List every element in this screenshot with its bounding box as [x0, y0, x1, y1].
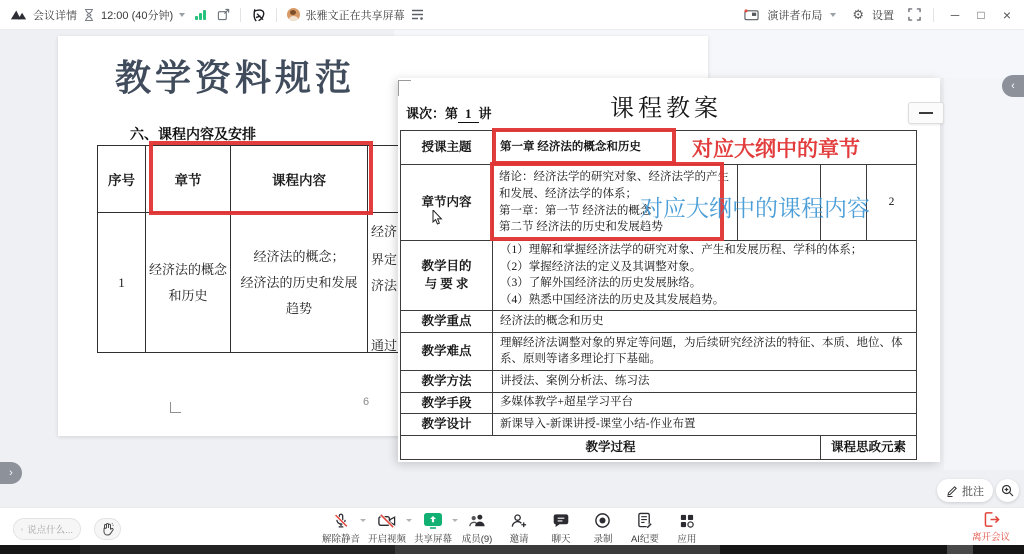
- divider: [933, 8, 934, 22]
- taskbar-segment: [80, 545, 395, 554]
- layout-icon: [744, 9, 759, 21]
- open-in-new-icon[interactable]: [217, 8, 230, 21]
- lesson-number-line: [406, 103, 492, 123]
- content-line: 趋势: [285, 300, 312, 316]
- annotate-label: 批注: [962, 485, 984, 498]
- annotate-button[interactable]: [937, 479, 993, 502]
- collapse-doc-button[interactable]: [908, 102, 944, 124]
- top-bar: [0, 0, 1024, 30]
- goal-item: （2）掌握经济法的定义及其调整对象。: [500, 260, 702, 273]
- goal-item: （1）理解和掌握经济法学的研究对象、产生和发展历程、学科的体系；: [500, 244, 863, 256]
- close-button[interactable]: ×: [1002, 6, 1012, 23]
- stage-background-right: [944, 78, 1024, 470]
- signal-strength-icon: [195, 9, 206, 20]
- topic-value: 第一章 经济法的概念和历史: [500, 141, 641, 154]
- camera-off-icon: [377, 512, 397, 530]
- start-video-button[interactable]: [368, 511, 406, 545]
- cell-row-no: 1: [98, 213, 146, 353]
- record-icon: [594, 512, 611, 529]
- row-value-goals: [493, 241, 917, 311]
- clipped-text: 经济: [371, 224, 398, 239]
- clipped-text: 界定: [371, 252, 398, 267]
- lesson-number: 1: [458, 106, 479, 123]
- chat-bubble-icon: [552, 512, 570, 529]
- chapter-content-line: 绪论：经济法学的研究对象、经济法学的产生和发展、经济法学的体系；: [499, 171, 729, 200]
- divider: [276, 8, 277, 22]
- red-annotation-text: 对应大纲中的章节: [692, 138, 860, 161]
- invite-icon: [510, 512, 528, 529]
- content-line: 经济法的概念；: [253, 248, 345, 264]
- invite-label: 邀请: [509, 534, 529, 545]
- hours-cell: 2: [867, 165, 917, 241]
- chat-input[interactable]: [13, 518, 81, 540]
- taskbar-segment: [395, 545, 720, 554]
- row-label-chapter-content: 章节内容: [401, 165, 493, 241]
- minimize-button[interactable]: ─: [950, 7, 960, 22]
- cell-chapter: 经济法的概念和历史: [146, 213, 231, 353]
- apps-button[interactable]: [670, 511, 704, 545]
- row-label-difficulties: 教学难点: [401, 332, 493, 370]
- col-header-no: 序号: [98, 146, 146, 213]
- share-view-options-icon[interactable]: [411, 9, 424, 20]
- members-icon: [468, 512, 487, 529]
- sharing-status-text: 张雅文正在共享屏幕: [305, 9, 405, 22]
- row-label-means: 教学手段: [401, 392, 493, 413]
- zoom-button[interactable]: [996, 479, 1019, 502]
- row-label-methods: 教学方法: [401, 370, 493, 392]
- row-value-methods: 讲授法、案例分析法、练习法: [493, 370, 917, 392]
- layout-button[interactable]: 演讲者布局: [767, 9, 823, 22]
- meeting-details-button[interactable]: 会议详情: [33, 9, 77, 22]
- raise-hand-button[interactable]: [94, 518, 121, 540]
- emoji-icon: [21, 524, 23, 535]
- course-content-table: [97, 145, 413, 353]
- frame-corner-mark: [170, 402, 181, 413]
- magnifier-plus-icon: [1001, 484, 1014, 497]
- mic-options-icon[interactable]: [360, 519, 366, 522]
- goals-label-line: 教学目的: [421, 259, 472, 274]
- fullscreen-icon[interactable]: [908, 8, 921, 21]
- clipped-text: 通过: [371, 338, 398, 353]
- slide-title: 教学资料规范: [115, 57, 356, 98]
- row-label-key-points: 教学重点: [401, 310, 493, 332]
- row-value-design: 新课导入-新课讲授-课堂小结-作业布置: [493, 413, 917, 435]
- record-button[interactable]: [586, 511, 620, 545]
- row-label-design: 教学设计: [401, 413, 493, 435]
- apps-label: 应用: [677, 534, 697, 545]
- chat-label: 聊天: [551, 534, 571, 545]
- unmute-button[interactable]: [322, 511, 360, 545]
- expand-right-panel-tab[interactable]: ‹: [1002, 75, 1024, 97]
- content-line: 经济法的历史和发展: [240, 274, 358, 290]
- cell-content: [231, 213, 368, 353]
- taskbar-segment: [947, 545, 973, 554]
- ai-minutes-button[interactable]: [628, 511, 662, 545]
- members-label: 成员(9): [461, 534, 493, 545]
- start-video-label: 开启视频: [368, 534, 407, 545]
- meeting-timer[interactable]: 12:00 (40分钟): [101, 9, 174, 22]
- slide-page-number: 6: [363, 396, 370, 408]
- lesson-prefix: 课次：第: [406, 106, 459, 121]
- meeting-app-logo-icon: [10, 7, 27, 22]
- pen-icon: [946, 485, 958, 497]
- leave-meeting-icon: [983, 511, 1000, 528]
- leave-meeting-label: 离开会议: [972, 532, 1011, 543]
- apps-grid-icon: [679, 513, 695, 529]
- top-bar-right: [744, 6, 1024, 24]
- row-label-goals: [401, 241, 493, 311]
- goals-label-line: 与 要 求: [424, 277, 469, 292]
- microphone-muted-icon: [332, 512, 350, 530]
- divider: [240, 8, 241, 22]
- blue-annotation-text: 对应大纲中的课程内容: [640, 195, 870, 221]
- doc-title: 课程教案: [610, 96, 722, 122]
- row-header-process: 教学过程: [401, 435, 821, 459]
- video-options-icon[interactable]: [406, 519, 412, 522]
- maximize-button[interactable]: □: [977, 7, 985, 22]
- share-options-icon[interactable]: [452, 519, 458, 522]
- chapter-content-line: 第一章：第一节 经济法的概念: [499, 204, 652, 217]
- members-button[interactable]: [460, 511, 494, 545]
- ai-minutes-icon: [637, 512, 653, 529]
- lesson-suffix: 讲: [478, 106, 492, 121]
- row-value-means: 多媒体教学+超星学习平台: [493, 392, 917, 413]
- layout-dropdown-icon[interactable]: [830, 13, 836, 17]
- os-taskbar: [0, 545, 1024, 554]
- chat-placeholder: 说点什么...: [27, 525, 73, 536]
- timer-dropdown-icon[interactable]: [179, 13, 185, 17]
- raised-hand-icon: [101, 522, 114, 536]
- frame-corner-mark: [398, 80, 411, 96]
- hourglass-icon: [83, 8, 95, 22]
- share-screen-icon: [423, 512, 443, 529]
- goal-item: （4）熟悉中国经济法的历史及其发展趋势。: [500, 294, 725, 307]
- clipped-text: 济法: [371, 278, 398, 293]
- unmute-label: 解除静音: [322, 534, 361, 545]
- invite-button[interactable]: [502, 511, 536, 545]
- bottom-toolbar: [0, 507, 1024, 545]
- expand-left-panel-tab[interactable]: ›: [0, 462, 22, 484]
- share-screen-label: 共享屏幕: [414, 534, 453, 545]
- record-label: 录制: [593, 534, 613, 545]
- top-bar-left: [0, 7, 744, 23]
- slide-section-heading: 六、课程内容及安排: [130, 128, 256, 143]
- chat-button[interactable]: [544, 511, 578, 545]
- row-value-key-points: 经济法的概念和历史: [493, 310, 917, 332]
- col-header-chapter: 章节: [146, 146, 231, 213]
- row-header-ideology: 课程思政元素: [821, 435, 917, 459]
- share-screen-button[interactable]: [414, 511, 452, 545]
- mouse-cursor: [432, 210, 444, 226]
- toolbar-center: [322, 511, 704, 545]
- sharer-avatar: [287, 8, 300, 21]
- leave-meeting-button[interactable]: [972, 511, 1010, 543]
- lesson-plan-table: [400, 130, 917, 460]
- ai-minutes-label: AI纪要: [630, 534, 659, 545]
- row-label-topic: 授课主题: [401, 131, 493, 165]
- goal-item: （3）了解外国经济法的历史发展脉络。: [500, 277, 702, 290]
- settings-button[interactable]: 设置: [872, 9, 894, 22]
- col-header-content: 课程内容: [231, 146, 368, 213]
- chapter-content-line: 第二节 经济法的历史和发展趋势: [499, 221, 663, 234]
- gear-icon: ⚙: [852, 7, 864, 22]
- row-value-difficulties: 理解经济法调整对象的界定等问题，为后续研究经济法的特征、本质、地位、体系、原则等诸多理论打下基础。: [493, 332, 917, 370]
- calligraphy-logo-icon: [251, 7, 266, 23]
